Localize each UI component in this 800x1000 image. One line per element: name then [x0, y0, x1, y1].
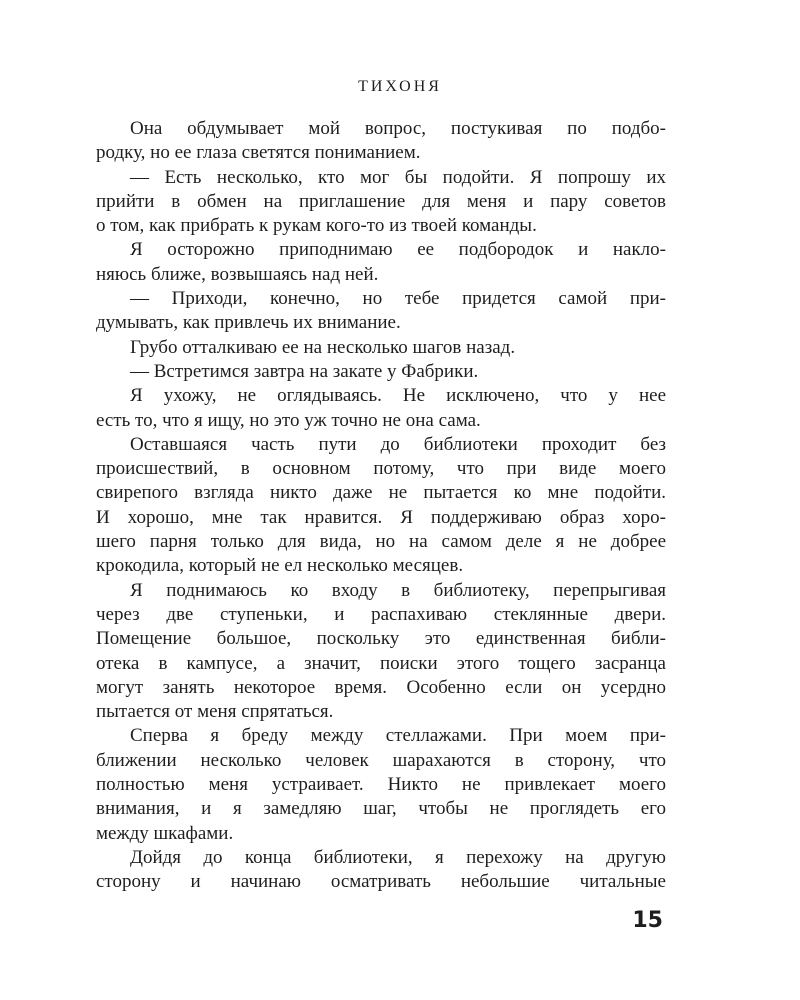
text-line: крокодила, который не ел несколько месяцев.: [96, 555, 464, 577]
text-line: няюсь ближе, возвышаясь над ней.: [96, 263, 379, 285]
text-line: есть то, что я ищу, но это уж точно не она сама.: [96, 409, 481, 431]
text-line: И хорошо, мне так нравится. Я поддерживаю образ хоро-: [96, 506, 666, 528]
text-line: Грубо отталкиваю ее на несколько шагов назад.: [130, 336, 516, 358]
text-line: происшествий, в основном потому, что при виде моего: [96, 458, 666, 480]
body-text: [96, 117, 666, 895]
text-line: свирепого взгляда никто даже не пытается ко мне подойти.: [96, 482, 666, 504]
text-line: Я осторожно приподнимаю ее подбородок и накло-: [130, 239, 666, 261]
text-line: между шкафами.: [96, 822, 234, 844]
text-line: думывать, как привлечь их внимание.: [96, 312, 401, 334]
text-line: Дойдя до конца библиотеки, я перехожу на другую: [130, 846, 666, 868]
text-line: о том, как прибрать к рукам кого-то из твоей команды.: [96, 215, 537, 237]
text-line: могут занять некоторое время. Особенно если он усердно: [96, 676, 666, 698]
text-line: Я поднимаюсь ко входу в библиотеку, перепрыгивая: [130, 579, 666, 601]
text-line: отека в кампусе, а значит, поиски этого тощего засранца: [96, 652, 666, 674]
text-line: — Приходи, конечно, но тебе придется самой при-: [130, 288, 666, 310]
text-line: внимания, и я замедляю шаг, чтобы не проглядеть его: [96, 798, 666, 820]
text-line: Сперва я бреду между стеллажами. При моем при-: [130, 725, 666, 747]
text-line: ближении несколько человек шарахаются в сторону, что: [96, 749, 666, 771]
text-line: через две ступеньки, и распахиваю стеклянные двери.: [96, 603, 666, 625]
text-line: прийти в обмен на приглашение для меня и пару советов: [96, 190, 666, 212]
text-line: Я ухожу, не оглядываясь. Не исключено, что у нее: [130, 385, 666, 407]
text-line: — Есть несколько, кто мог бы подойти. Я попрошу их: [130, 166, 666, 188]
page-number: 15: [632, 908, 663, 933]
text-line: шего парня только для вида, но на самом деле я не добрее: [96, 531, 666, 553]
text-line: пытается от меня спрятаться.: [96, 701, 334, 723]
text-line: сторону и начинаю осматривать небольшие читальные: [96, 871, 666, 893]
text-line: Оставшаяся часть пути до библиотеки проходит без: [130, 433, 666, 455]
text-line: родку, но ее глаза светятся пониманием.: [96, 142, 421, 164]
text-line: полностью меня устраивает. Никто не привлекает моего: [96, 774, 666, 796]
text-line: — Встретимся завтра на закате у Фабрики.: [130, 360, 479, 382]
running-head: ТИХОНЯ: [358, 78, 442, 95]
text-line: Она обдумывает мой вопрос, постукивая по подбо-: [130, 118, 666, 139]
text-line: Помещение большое, поскольку это единственная библи-: [96, 628, 666, 650]
